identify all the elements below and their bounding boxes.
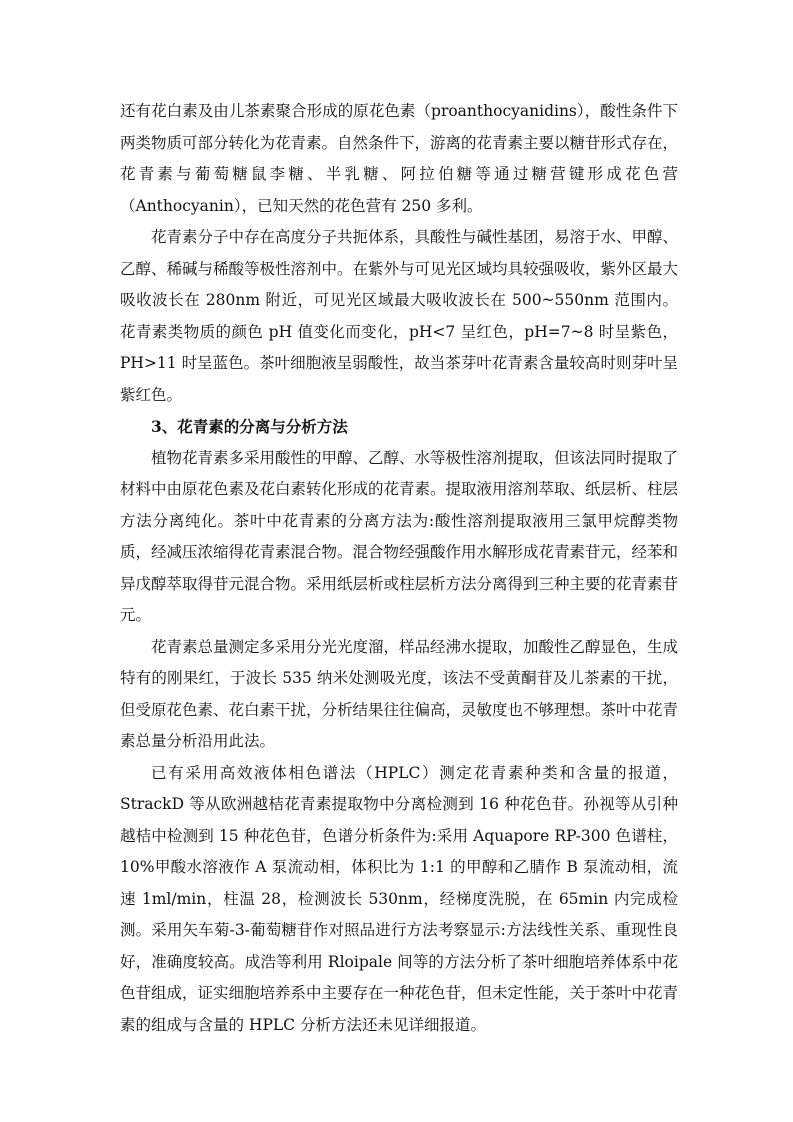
paragraph-hplc: 已有采用高效液体相色谱法（HPLC）测定花青素种类和含量的报道，StrackD 等从欧洲越桔花青素提取物中分离检测到 16 种花色苷。孙视等从引种越桔中检测到 15 种花色苷，色谱分析条件为:采用 Aquapore RP-300 色谱柱，10%甲酸水溶液作 A 泵流动相，体积比为 1:1 的甲醇和乙腈作 B 泵流动相，流速 1ml/min，柱温 28，检测波长 530nm，经梯度洗脱，在 65min 内完成检测。采用矢车菊-3-葡萄糖苷作对照品进行方法考察显示:方法线性关系、重现性良好，准确度较高。成浩等利用 Rloipale 间等的方法分析了茶叶细胞培养体系中花色苷组成，证实细胞培养系中主要存在一种花色苷，但未定性能，关于茶叶中花青素的组成与含量的 HPLC 分析方法还未见详细报道。 [120, 763, 679, 1034]
paragraph-properties: 花青素分子中存在高度分子共扼体系，具酸性与碱性基团，易溶于水、甲醇、乙醇、稀碱与稀酸等极性溶剂中。在紫外与可见光区域均具较强吸收，紫外区最大吸收波长在 280nm 附近，可见光区域最大吸收波长在 500~550nm 范围内。花青素类物质的颜色 pH 值变化而变化，pH<7 呈红色，pH=7~8 时呈紫色，PH>11 时呈蓝色。茶叶细胞液呈弱酸性，故当茶芽叶花青素含量较高时则芽叶呈紫红色。 [120, 228, 679, 404]
section-heading: 3、花青素的分离与分析方法 [151, 417, 348, 436]
paragraph-proanthocyanidins: 还有花白素及由儿茶素聚合形成的原花色素（proanthocyanidins），酸性条件下两类物质可部分转化为花青素。自然条件下，游离的花青素主要以糖苷形式存在，花青素与葡萄糖鼠李糖、半乳糖、阿拉伯糖等通过糖营键形成花色营（Anthocyanin），已知天然的花色营有 250 多利。 [120, 102, 679, 215]
document-page [120, 96, 678, 1041]
paragraph-total-measurement: 花青素总量测定多采用分光光度溜，样品经沸水提取，加酸性乙醇显色，生成特有的刚果红，于波长 535 纳米处测吸光度，该法不受黄酮苷及儿茶素的干扰，但受原花色素、花白素干扰，分析结果往往偏高，灵敏度也不够理想。茶叶中花青素总量分析沿用此法。 [120, 637, 679, 750]
paragraph-extraction: 植物花青素多采用酸性的甲醇、乙醇、水等极性溶剂提取，但该法同时提取了材料中由原花色素及花白素转化形成的花青素。提取液用溶剂萃取、纸层析、柱层方法分离纯化。茶叶中花青素的分离方法为:酸性溶剂提取液用三氯甲烷醇类物质，经减压浓缩得花青素混合物。混合物经强酸作用水解形成花青素苷元，经苯和异戊醇萃取得苷元混合物。采用纸层析或柱层析方法分离得到三种主要的花青素苷元。 [120, 448, 679, 624]
